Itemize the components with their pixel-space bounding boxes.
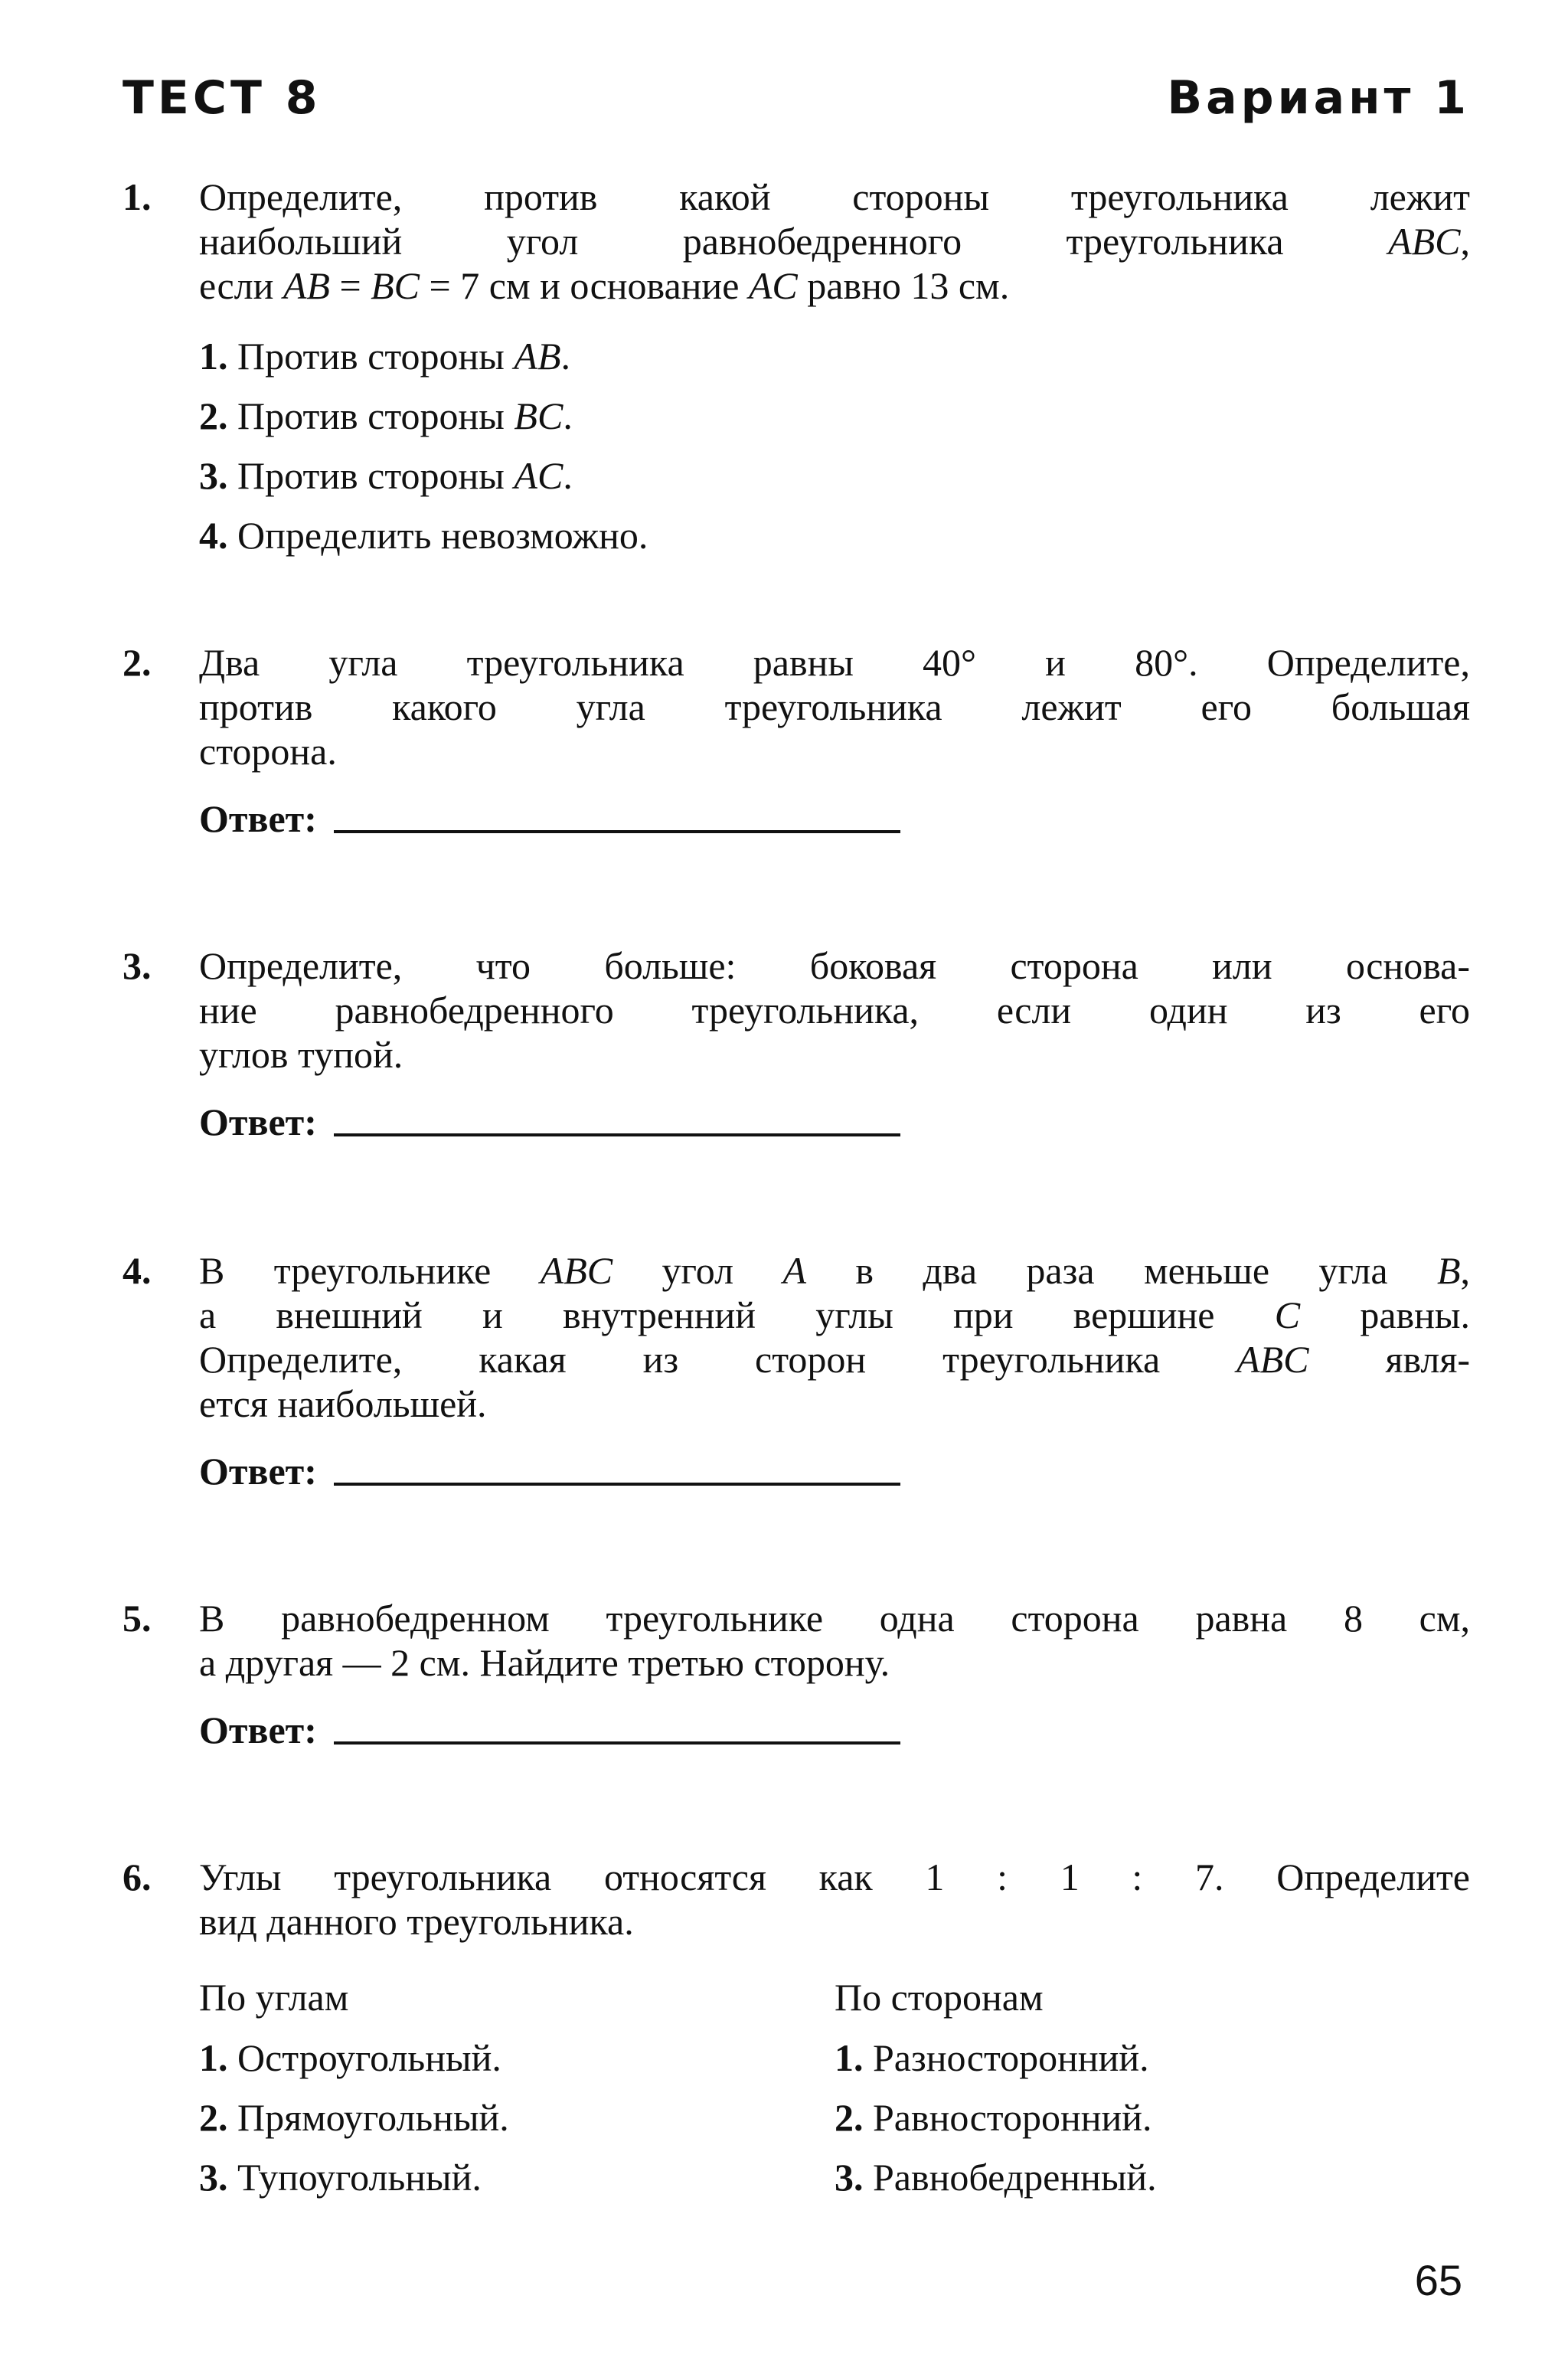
question-5	[122, 1596, 1470, 1752]
answer-field[interactable]	[199, 796, 1470, 841]
answer-field[interactable]	[199, 1100, 1470, 1144]
question-text	[199, 1855, 1470, 1944]
option-1[interactable]: 1. Против стороны AB.	[199, 335, 570, 378]
column-by-angles	[199, 1967, 835, 2207]
answer-label: Ответ:	[199, 1100, 317, 1143]
question-text	[199, 1248, 1470, 1426]
question-line: В равнобедренном треугольнике одна сторона равна 8 см,	[199, 1597, 1470, 1640]
question-number: 1.	[122, 175, 152, 218]
column-heading: По углам	[199, 1976, 349, 2019]
column-heading: По сторонам	[835, 1976, 1044, 2019]
option-1[interactable]: 1. Остроугольный.	[199, 2036, 501, 2079]
option-1[interactable]: 1. Разносторонний.	[835, 2036, 1149, 2079]
option-columns	[199, 1967, 1470, 2207]
answer-label: Ответ:	[199, 797, 317, 840]
option-3[interactable]: 3. Тупоугольный.	[199, 2156, 482, 2199]
answer-field[interactable]	[199, 1708, 1470, 1752]
answer-line[interactable]	[334, 1741, 900, 1745]
column-by-sides	[835, 1967, 1470, 2207]
question-text	[199, 943, 1470, 1077]
question-line: углов тупой.	[199, 1033, 403, 1076]
question-number: 4.	[122, 1249, 152, 1292]
question-line: если AB = BC = 7 см и основание AC равно 13 см.	[199, 264, 1010, 307]
question-number: 6.	[122, 1856, 152, 1898]
question-line: а другая — 2 см. Найдите третью сторону.	[199, 1641, 890, 1684]
option-3[interactable]: 3. Против стороны AC.	[199, 454, 573, 497]
answer-field[interactable]	[199, 1449, 1470, 1493]
question-6	[122, 1855, 1470, 2207]
question-number: 2.	[122, 641, 152, 684]
answer-options	[199, 326, 1470, 565]
answer-line[interactable]	[334, 1133, 900, 1136]
question-line: вид данного треугольника.	[199, 1900, 634, 1943]
question-4	[122, 1248, 1470, 1493]
question-text	[199, 640, 1470, 773]
option-3[interactable]: 3. Равнобедренный.	[835, 2156, 1157, 2199]
question-line: сторона.	[199, 730, 337, 773]
answer-label: Ответ:	[199, 1709, 317, 1751]
question-number: 3.	[122, 944, 152, 987]
answer-line[interactable]	[334, 830, 900, 833]
question-number: 5.	[122, 1597, 152, 1640]
question-line: наибольший угол равнобедренного треугольника ABC,	[199, 220, 1470, 263]
question-text	[199, 175, 1470, 308]
answer-line[interactable]	[334, 1483, 900, 1486]
question-1	[122, 175, 1470, 565]
question-line: Определите, какая из сторон треугольника ABC явля-	[199, 1338, 1470, 1381]
question-3	[122, 943, 1470, 1144]
question-line: против какого угла треугольника лежит его большая	[199, 685, 1470, 728]
page-number: 65	[1414, 2256, 1462, 2304]
question-line: В треугольнике ABC угол A в два раза меньше угла B,	[199, 1249, 1470, 1292]
question-line: Определите, против какой стороны треугольника лежит	[199, 175, 1470, 218]
question-2	[122, 640, 1470, 841]
option-2[interactable]: 2. Против стороны BC.	[199, 394, 573, 437]
question-line: Определите, что больше: боковая сторона или основа-	[199, 944, 1470, 987]
test-title: ТЕСТ 8	[122, 71, 322, 125]
question-line: ние равнобедренного треугольника, если один из его	[199, 989, 1470, 1032]
question-line: ется наибольшей.	[199, 1382, 487, 1425]
variant-label: Вариант 1	[1167, 71, 1470, 125]
option-2[interactable]: 2. Равносторонний.	[835, 2096, 1152, 2139]
question-line: а внешний и внутренний углы при вершине C равны.	[199, 1293, 1470, 1336]
question-line: Углы треугольника относятся как 1 : 1 : 7. Определите	[199, 1856, 1470, 1898]
answer-label: Ответ:	[199, 1450, 317, 1493]
question-line: Два угла треугольника равны 40° и 80°. Определите,	[199, 641, 1470, 684]
question-text	[199, 1596, 1470, 1685]
option-2[interactable]: 2. Прямоугольный.	[199, 2096, 509, 2139]
option-4[interactable]: 4. Определить невозможно.	[199, 514, 648, 557]
